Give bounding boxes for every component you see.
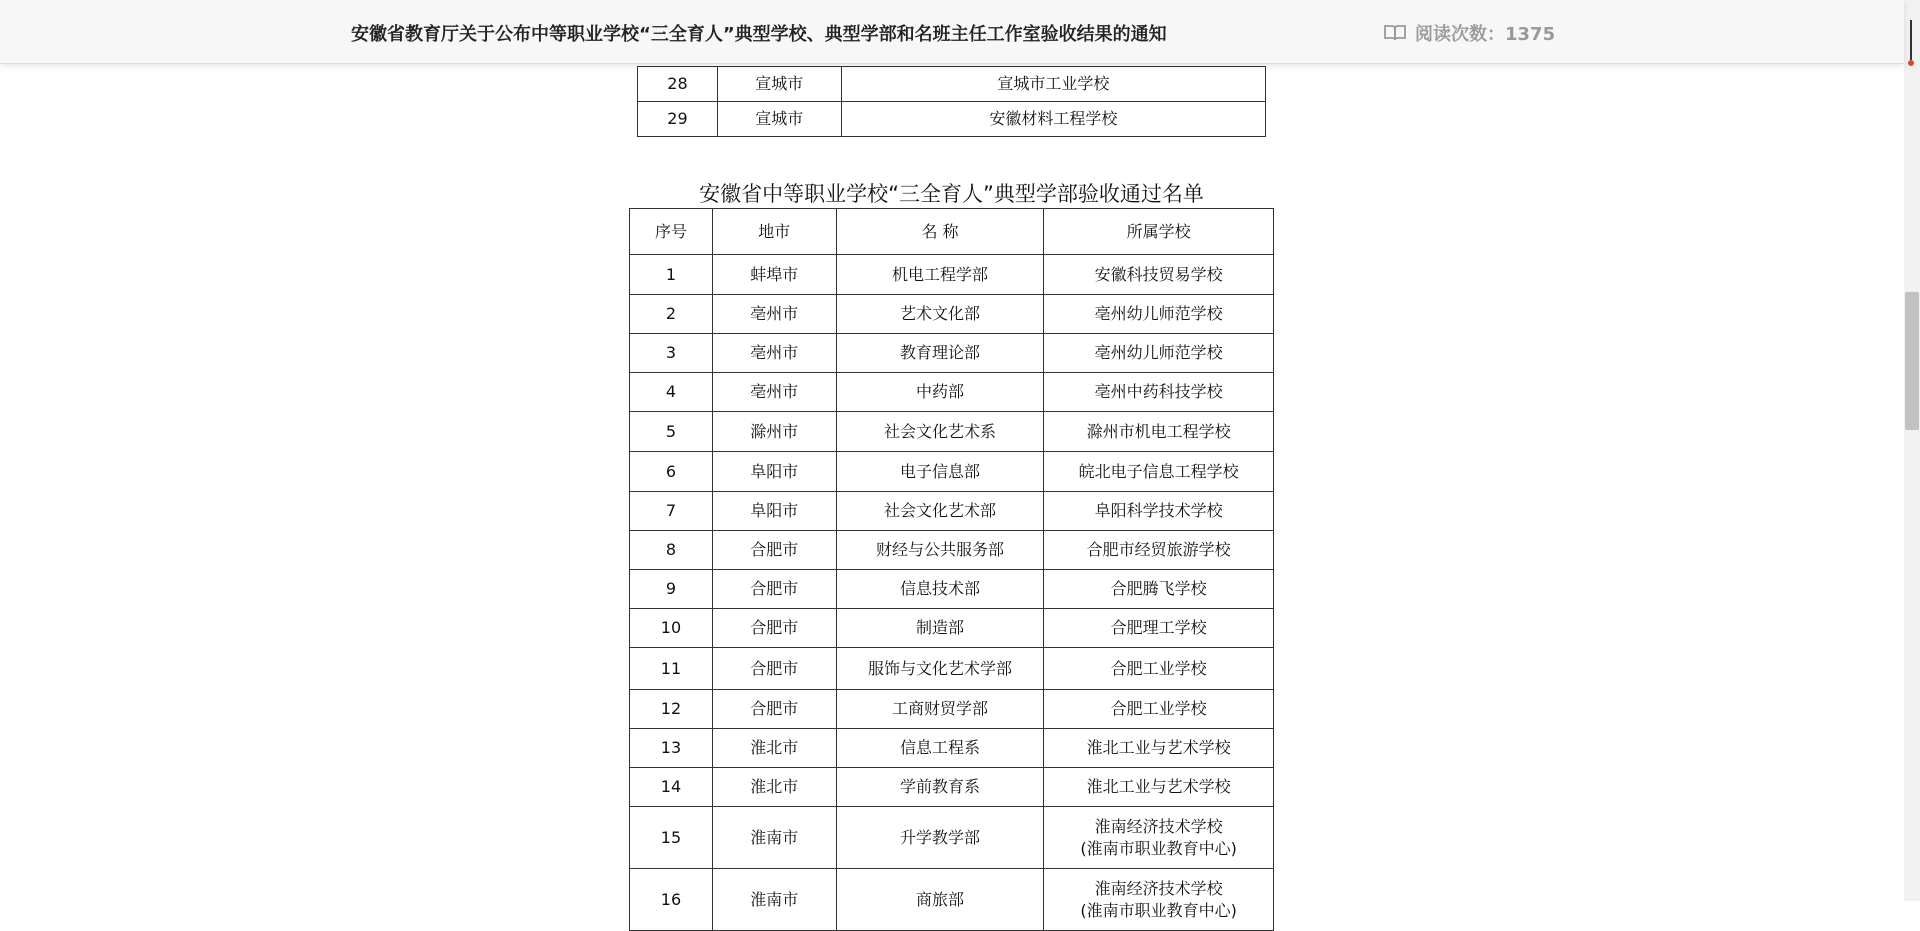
table-row (630, 570, 1274, 609)
cell-city: 合肥市 (712, 609, 836, 648)
table-row (630, 807, 1274, 869)
table-row (630, 648, 1274, 690)
table-row (638, 67, 1266, 102)
cell-name: 信息技术部 (836, 570, 1044, 609)
cell-name: 商旅部 (836, 869, 1044, 931)
cell-school: 合肥工业学校 (1044, 690, 1274, 729)
cell-school: 合肥市经贸旅游学校 (1044, 531, 1274, 570)
cell-school: 亳州中药科技学校 (1044, 373, 1274, 412)
table-row (630, 492, 1274, 531)
scrollbar-thumb[interactable] (1905, 292, 1919, 430)
cell-city: 合肥市 (712, 531, 836, 570)
cell-city: 合肥市 (712, 570, 836, 609)
cell-name: 学前教育系 (836, 768, 1044, 807)
header-name: 名 称 (836, 209, 1044, 255)
table-row (630, 768, 1274, 807)
cell-city: 合肥市 (712, 648, 836, 690)
cell-name: 中药部 (836, 373, 1044, 412)
cell-name: 制造部 (836, 609, 1044, 648)
department-list-table (629, 208, 1274, 931)
school-alias: (淮南市职业教育中心) (1080, 900, 1237, 920)
cell-index: 14 (630, 768, 713, 807)
cell-city: 淮南市 (712, 869, 836, 931)
cell-index: 2 (630, 295, 713, 334)
cell-school: 亳州幼儿师范学校 (1044, 295, 1274, 334)
cell-index: 16 (630, 869, 713, 931)
header-school: 所属学校 (1044, 209, 1274, 255)
header-city: 地市 (712, 209, 836, 255)
table-row (630, 255, 1274, 295)
table-row (630, 295, 1274, 334)
department-list-title: 安徽省中等职业学校“三全育人”典型学部验收通过名单 (699, 182, 1204, 206)
cell-school: 亳州幼儿师范学校 (1044, 334, 1274, 373)
school-name: 淮南经济技术学校 (1094, 816, 1223, 836)
book-icon (1383, 24, 1407, 42)
cell-index: 15 (630, 807, 713, 869)
cell-city: 合肥市 (712, 690, 836, 729)
cell-city: 淮南市 (712, 807, 836, 869)
table-row (630, 690, 1274, 729)
table-row (630, 609, 1274, 648)
cell-index: 11 (630, 648, 713, 690)
article-title: 安徽省教育厅关于公布中等职业学校“三全育人”典型学校、典型学部和名班主任工作室验收结果的通知 (351, 24, 1167, 45)
cell-school (1044, 807, 1274, 869)
table-row (638, 102, 1266, 137)
cell-school: 滁州市机电工程学校 (1044, 412, 1274, 452)
thermometer-icon (1908, 20, 1914, 68)
table-row (630, 412, 1274, 452)
read-count-label: 阅读次数：1375 (1415, 24, 1556, 45)
table-row (630, 729, 1274, 768)
header-index: 序号 (630, 209, 713, 255)
cell-school: 淮北工业与艺术学校 (1044, 729, 1274, 768)
cell-index: 3 (630, 334, 713, 373)
cell-city: 宣城市 (717, 67, 841, 102)
cell-city: 阜阳市 (712, 452, 836, 492)
cell-school: 安徽科技贸易学校 (1044, 255, 1274, 295)
table-row (630, 334, 1274, 373)
cell-name: 社会文化艺术系 (836, 412, 1044, 452)
cell-name: 教育理论部 (836, 334, 1044, 373)
cell-city: 宣城市 (717, 102, 841, 137)
cell-school: 安徽材料工程学校 (841, 102, 1265, 137)
table-row (630, 531, 1274, 570)
cell-school: 宣城市工业学校 (841, 67, 1265, 102)
cell-name: 电子信息部 (836, 452, 1044, 492)
cell-name: 财经与公共服务部 (836, 531, 1044, 570)
cell-name: 升学教学部 (836, 807, 1044, 869)
cell-name: 服饰与文化艺术学部 (836, 648, 1044, 690)
cell-school: 皖北电子信息工程学校 (1044, 452, 1274, 492)
cell-city: 淮北市 (712, 729, 836, 768)
cell-name: 工商财贸学部 (836, 690, 1044, 729)
cell-index: 29 (638, 102, 718, 137)
table-row (630, 869, 1274, 931)
cell-school: 合肥工业学校 (1044, 648, 1274, 690)
cell-name: 艺术文化部 (836, 295, 1044, 334)
cell-name: 社会文化艺术部 (836, 492, 1044, 531)
cell-index: 28 (638, 67, 718, 102)
cell-index: 13 (630, 729, 713, 768)
cell-city: 淮北市 (712, 768, 836, 807)
cell-city: 亳州市 (712, 373, 836, 412)
school-name: 淮南经济技术学校 (1094, 878, 1223, 898)
cell-school: 淮北工业与艺术学校 (1044, 768, 1274, 807)
vertical-scrollbar[interactable] (1904, 0, 1920, 901)
cell-city: 蚌埠市 (712, 255, 836, 295)
table-header-row (630, 209, 1274, 255)
article-header-bar (0, 0, 1904, 64)
cell-school: 合肥腾飞学校 (1044, 570, 1274, 609)
cell-index: 4 (630, 373, 713, 412)
cell-school: 合肥理工学校 (1044, 609, 1274, 648)
school-list-table-tail (637, 66, 1266, 137)
cell-name: 信息工程系 (836, 729, 1044, 768)
cell-city: 滁州市 (712, 412, 836, 452)
cell-index: 9 (630, 570, 713, 609)
cell-index: 10 (630, 609, 713, 648)
table-row (630, 373, 1274, 412)
cell-index: 12 (630, 690, 713, 729)
cell-school (1044, 869, 1274, 931)
cell-school: 阜阳科学技术学校 (1044, 492, 1274, 531)
cell-city: 亳州市 (712, 334, 836, 373)
school-alias: (淮南市职业教育中心) (1080, 838, 1237, 858)
cell-index: 8 (630, 531, 713, 570)
cell-index: 1 (630, 255, 713, 295)
table-row (630, 452, 1274, 492)
cell-index: 6 (630, 452, 713, 492)
cell-city: 亳州市 (712, 295, 836, 334)
cell-index: 5 (630, 412, 713, 452)
read-count (1383, 20, 1555, 46)
cell-name: 机电工程学部 (836, 255, 1044, 295)
cell-city: 阜阳市 (712, 492, 836, 531)
cell-index: 7 (630, 492, 713, 531)
